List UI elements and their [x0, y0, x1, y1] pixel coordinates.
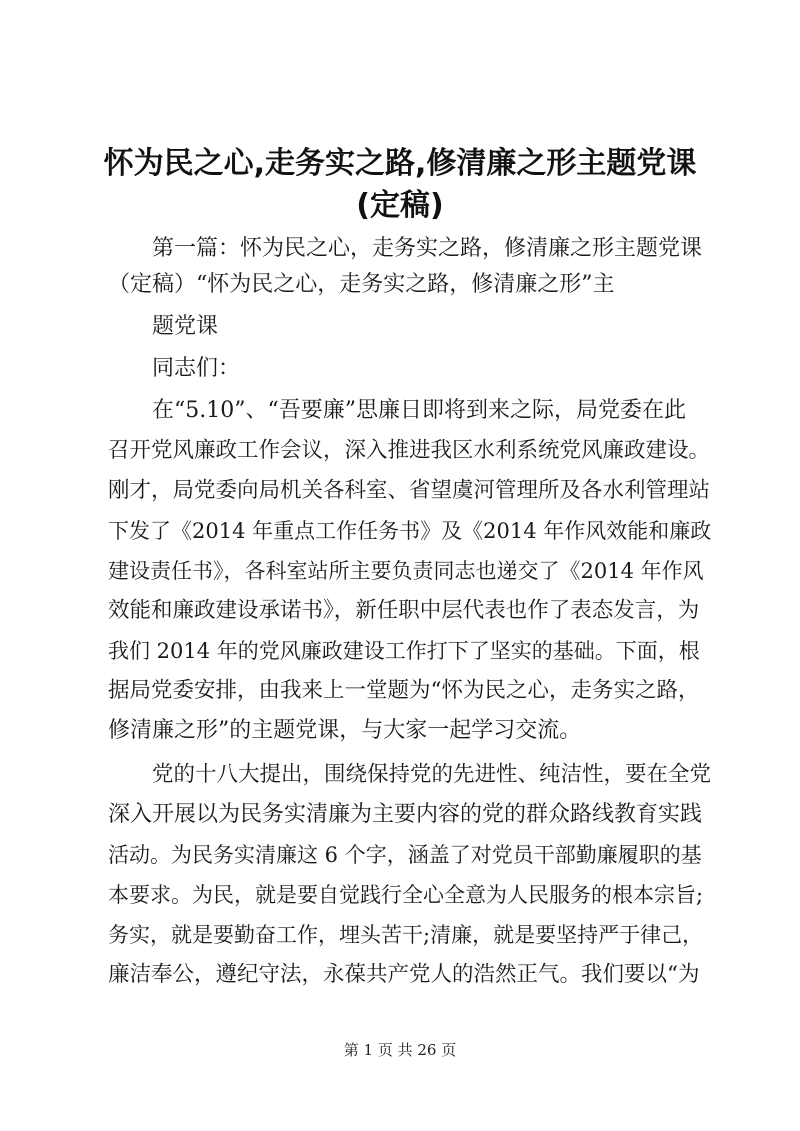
body-line: 深入开展以为民务实清廉为主要内容的党的群众路线教育实践 [108, 802, 703, 827]
body-line: 在“5.10”、“吾要廉”思廉日即将到来之际，局党委在此 [152, 398, 686, 423]
body-line: 党的十八大提出，围绕保持党的先进性、纯洁性，要在全党 [152, 762, 712, 787]
body-line: 本要求。为民，就是要自觉践行全心全意为人民服务的根本宗旨; [108, 883, 704, 907]
body-line: 下发了《2014 年重点工作任务书》及《2014 年作风效能和廉政 [108, 519, 712, 543]
body-line: 活动。为民务实清廉这 6 个字，涵盖了对党员干部勤廉履职的基 [108, 843, 702, 867]
body-line: 务实，就是要勤奋工作，埋头苦干;清廉，就是要坚持严于律己， [108, 923, 704, 947]
body-line: 第一篇：怀为民之心，走务实之路，修清廉之形主题党课 [152, 236, 703, 261]
page-number-footer: 第 1 页 共 26 页 [343, 1041, 457, 1059]
document-title-line-1: 怀为民之心,走务实之路,修清廉之形主题党课 [103, 146, 697, 181]
body-line: 廉洁奉公，遵纪守法，永葆共产党人的浩然正气。我们要以“为 [108, 962, 700, 987]
body-line: 修清廉之形”的主题党课，与大家一起学习交流。 [108, 718, 582, 743]
body-line: 题党课 [152, 314, 219, 339]
body-line: 我们 2014 年的党风廉政建设工作打下了坚实的基础。下面，根 [108, 639, 700, 663]
body-line: 据局党委安排，由我来上一堂题为“怀为民之心，走务实之路， [108, 678, 700, 703]
body-line: 同志们： [152, 356, 241, 381]
body-line: 建设责任书》，各科室站所主要负责同志也递交了《2014 年作风 [108, 559, 704, 583]
body-line: 召开党风廉政工作会议，深入推进我区水利系统党风廉政建设。 [108, 438, 711, 463]
document-title-line-2: (定稿) [356, 188, 444, 223]
body-line: （定稿）“怀为民之心，走务实之路，修清廉之形”主 [108, 272, 615, 297]
body-line: 效能和廉政建设承诺书》，新任职中层代表也作了表态发言，为 [108, 598, 700, 623]
body-line: 刚才，局党委向局机关各科室、省望虞河管理所及各水利管理站 [108, 478, 711, 503]
